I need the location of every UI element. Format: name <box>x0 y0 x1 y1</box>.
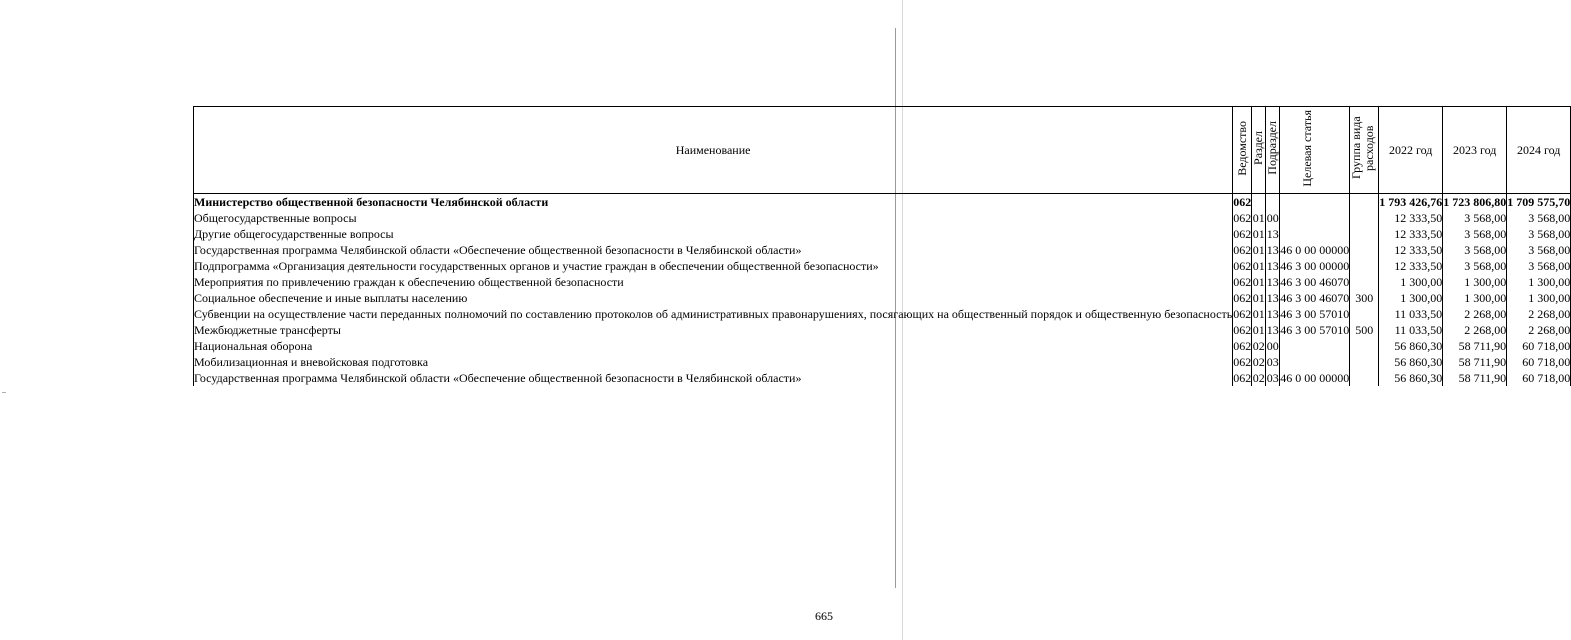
cell-2022: 12 333,50 <box>1379 226 1443 242</box>
cell-2022: 1 300,00 <box>1379 290 1443 306</box>
cell-tselevaya-statya <box>1280 226 1350 242</box>
cell-2024: 1 300,00 <box>1507 290 1571 306</box>
cell-2024: 3 568,00 <box>1507 242 1571 258</box>
cell-2023: 3 568,00 <box>1443 226 1507 242</box>
cell-name: Межбюджетные трансферты <box>194 322 1233 338</box>
cell-tselevaya-statya: 46 3 00 57010 <box>1280 307 1350 321</box>
header-gruppa-label: Группа вида расходов <box>1349 116 1377 180</box>
cell-podrazdel: 13 <box>1266 291 1279 305</box>
cell-podrazdel: 00 <box>1266 339 1279 353</box>
cell-podrazdel: 13 <box>1266 307 1279 321</box>
cell-gruppa-vida-rashodov <box>1350 194 1379 211</box>
cell-vedomstvo: 062 <box>1233 355 1252 369</box>
cell-razdel <box>1252 194 1266 211</box>
table-row <box>194 338 1571 354</box>
cell-razdel: 01 <box>1252 291 1265 305</box>
header-tselevaya-statya-label: Целевая статья <box>1299 109 1314 187</box>
header-podrazdel <box>1266 107 1280 194</box>
cell-2023: 1 300,00 <box>1443 290 1507 306</box>
header-razdel-label: Раздел <box>1251 131 1266 165</box>
cell-2022: 56 860,30 <box>1379 354 1443 370</box>
cell-tselevaya-statya: 46 3 00 46070 <box>1280 291 1350 305</box>
header-podrazdel-label: Подраздел <box>1265 121 1280 175</box>
cell-2022: 56 860,30 <box>1379 338 1443 354</box>
header-razdel <box>1252 107 1266 194</box>
cell-2022: 1 793 426,76 <box>1379 195 1443 209</box>
cell-tselevaya-statya <box>1280 194 1350 211</box>
cell-vedomstvo: 062 <box>1233 195 1252 209</box>
cell-vedomstvo: 062 <box>1233 371 1252 385</box>
cell-gruppa-vida-rashodov <box>1350 370 1379 386</box>
cell-2024: 60 718,00 <box>1507 354 1571 370</box>
cell-2022: 11 033,50 <box>1379 306 1443 322</box>
cell-tselevaya-statya <box>1280 354 1350 370</box>
header-name: Наименование <box>194 107 1233 194</box>
cell-razdel: 02 <box>1252 371 1265 385</box>
cell-vedomstvo: 062 <box>1233 291 1252 305</box>
cell-2023: 58 711,90 <box>1443 370 1507 386</box>
cell-gruppa-vida-rashodov <box>1350 306 1379 322</box>
cell-podrazdel: 13 <box>1266 275 1279 289</box>
cell-2022: 11 033,50 <box>1379 322 1443 338</box>
cell-2024: 1 300,00 <box>1507 274 1571 290</box>
cell-razdel: 01 <box>1252 243 1265 257</box>
cell-razdel: 02 <box>1252 355 1265 369</box>
cell-name: Национальная оборона <box>194 338 1233 354</box>
cell-2024: 60 718,00 <box>1507 338 1571 354</box>
table-row <box>194 306 1571 322</box>
header-tselevaya-statya <box>1280 107 1350 194</box>
cell-name: Другие общегосударственные вопросы <box>194 226 1233 242</box>
cell-vedomstvo: 062 <box>1233 307 1252 321</box>
cell-vedomstvo: 062 <box>1233 243 1252 257</box>
table-row <box>194 226 1571 242</box>
cell-2023: 3 568,00 <box>1443 210 1507 226</box>
cell-vedomstvo: 062 <box>1233 259 1252 273</box>
cell-name: Социальное обеспечение и иные выплаты населению <box>194 290 1233 306</box>
header-vedomstvo <box>1233 107 1252 194</box>
cell-gruppa-vida-rashodov <box>1350 274 1379 290</box>
cell-2022: 12 333,50 <box>1379 258 1443 274</box>
cell-podrazdel: 00 <box>1266 211 1279 225</box>
table-row <box>194 354 1571 370</box>
header-2024: 2024 год <box>1507 107 1571 194</box>
cell-razdel: 01 <box>1252 307 1265 321</box>
cell-tselevaya-statya: 46 3 00 57010 <box>1280 323 1350 337</box>
cell-podrazdel: 13 <box>1266 323 1279 337</box>
cell-name: Министерство общественной безопасности Челябинской области <box>194 194 1233 211</box>
cell-gruppa-vida-rashodov <box>1350 226 1379 242</box>
table-row <box>194 290 1571 306</box>
cell-name: Мероприятия по привлечению граждан к обеспечению общественной безопасности <box>194 274 1233 290</box>
cell-vedomstvo: 062 <box>1233 227 1252 241</box>
cell-2023: 3 568,00 <box>1443 258 1507 274</box>
cell-tselevaya-statya: 46 3 00 00000 <box>1280 259 1350 273</box>
header-2022: 2022 год <box>1379 107 1443 194</box>
table-row <box>194 370 1571 386</box>
cell-2023: 1 300,00 <box>1443 274 1507 290</box>
table-row <box>194 322 1571 338</box>
cell-2024: 3 568,00 <box>1507 210 1571 226</box>
cell-tselevaya-statya: 46 3 00 46070 <box>1280 275 1350 289</box>
cell-razdel: 01 <box>1252 259 1265 273</box>
cell-2022: 12 333,50 <box>1379 242 1443 258</box>
cell-2023: 2 268,00 <box>1443 306 1507 322</box>
cell-2024: 2 268,00 <box>1507 306 1571 322</box>
cell-podrazdel: 03 <box>1266 371 1279 385</box>
cell-2022: 56 860,30 <box>1379 370 1443 386</box>
table-row <box>194 242 1571 258</box>
cell-gruppa-vida-rashodov <box>1350 354 1379 370</box>
cell-2024: 1 709 575,70 <box>1507 195 1571 209</box>
table-row <box>194 194 1571 211</box>
header-2023: 2023 год <box>1443 107 1507 194</box>
cell-2023: 3 568,00 <box>1443 242 1507 258</box>
cell-tselevaya-statya: 46 0 00 00000 <box>1280 371 1350 385</box>
cell-name: Государственная программа Челябинской области «Обеспечение общественной безопасности в Челябинской области» <box>194 242 1233 258</box>
cell-razdel: 01 <box>1252 227 1265 241</box>
scan-margin-mark <box>2 392 6 393</box>
cell-vedomstvo: 062 <box>1233 211 1252 225</box>
cell-2024: 3 568,00 <box>1507 258 1571 274</box>
cell-gruppa-vida-rashodov: 500 <box>1350 322 1379 338</box>
table-header-row <box>194 107 1571 194</box>
cell-gruppa-vida-rashodov <box>1350 210 1379 226</box>
cell-razdel: 02 <box>1252 339 1265 353</box>
cell-name: Подпрограмма «Организация деятельности государственных органов и участие граждан в обеспечении общественной безопасности» <box>194 258 1233 274</box>
cell-vedomstvo: 062 <box>1233 275 1252 289</box>
cell-2023: 58 711,90 <box>1443 338 1507 354</box>
cell-podrazdel: 13 <box>1266 243 1279 257</box>
cell-2022: 1 300,00 <box>1379 274 1443 290</box>
cell-2024: 2 268,00 <box>1507 322 1571 338</box>
cell-vedomstvo: 062 <box>1233 323 1252 337</box>
header-vedomstvo-label: Ведомство <box>1234 120 1249 176</box>
budget-table <box>193 106 1571 386</box>
cell-tselevaya-statya <box>1280 210 1350 226</box>
table-row <box>194 258 1571 274</box>
cell-razdel: 01 <box>1252 275 1265 289</box>
cell-podrazdel: 13 <box>1266 259 1279 273</box>
cell-gruppa-vida-rashodov <box>1350 258 1379 274</box>
cell-tselevaya-statya: 46 0 00 00000 <box>1280 243 1350 257</box>
cell-vedomstvo: 062 <box>1233 339 1252 353</box>
cell-podrazdel <box>1266 194 1280 211</box>
table-row <box>194 274 1571 290</box>
cell-gruppa-vida-rashodov <box>1350 242 1379 258</box>
cell-razdel: 01 <box>1252 211 1265 225</box>
page-number: 665 <box>815 609 833 623</box>
cell-2023: 58 711,90 <box>1443 354 1507 370</box>
cell-2022: 12 333,50 <box>1379 210 1443 226</box>
cell-2023: 2 268,00 <box>1443 322 1507 338</box>
table-row <box>194 210 1571 226</box>
cell-podrazdel: 03 <box>1266 355 1279 369</box>
cell-name: Субвенции на осуществление части переданных полномочий по составлению протоколов об административных правонарушениях, посягающих на общественный порядок и общественную безопасность <box>194 307 1233 321</box>
cell-gruppa-vida-rashodov: 300 <box>1350 290 1379 306</box>
header-gruppa-vida-rashodov <box>1350 107 1379 194</box>
cell-name: Общегосударственные вопросы <box>194 210 1233 226</box>
cell-name: Мобилизационная и вневойсковая подготовка <box>194 354 1233 370</box>
cell-podrazdel: 13 <box>1266 227 1279 241</box>
cell-name: Государственная программа Челябинской области «Обеспечение общественной безопасности в Челябинской области» <box>194 370 1233 386</box>
cell-2024: 3 568,00 <box>1507 226 1571 242</box>
cell-2024: 60 718,00 <box>1507 370 1571 386</box>
cell-gruppa-vida-rashodov <box>1350 338 1379 354</box>
cell-razdel: 01 <box>1252 323 1265 337</box>
cell-tselevaya-statya <box>1280 338 1350 354</box>
cell-2023: 1 723 806,80 <box>1443 195 1507 209</box>
